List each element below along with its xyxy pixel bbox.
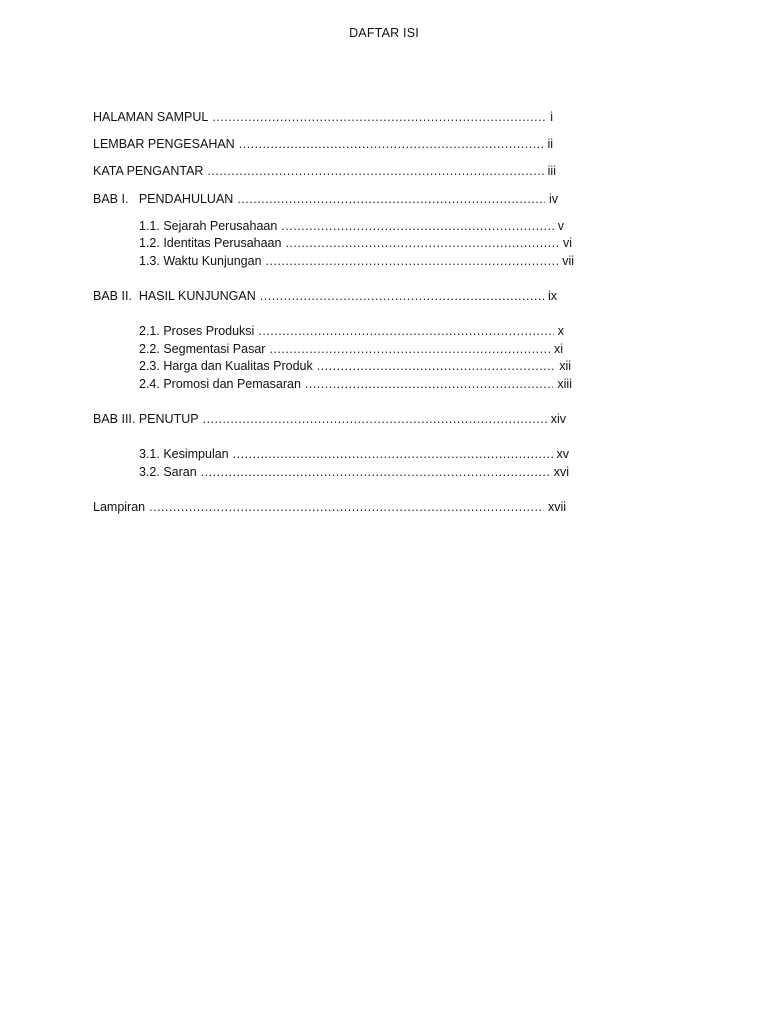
toc-entry-label: 3.2. Saran xyxy=(139,465,197,479)
dot-leader xyxy=(317,358,555,374)
toc-entry-label: 1.2. Identitas Perusahaan xyxy=(139,236,282,250)
dot-leader xyxy=(212,109,546,125)
toc-entry-label: BAB II. HASIL KUNJUNGAN xyxy=(93,289,256,303)
toc-entry-label: 1.1. Sejarah Perusahaan xyxy=(139,219,278,233)
dot-leader xyxy=(233,446,553,462)
toc-entry-label: 2.4. Promosi dan Pemasaran xyxy=(139,377,301,391)
dot-leader xyxy=(260,288,544,304)
toc-page-number: xii xyxy=(559,359,571,373)
toc-entry-bab-2 xyxy=(93,288,557,304)
toc-page-number: v xyxy=(557,219,564,233)
toc-entry-bab-3 xyxy=(93,411,566,427)
toc-page-number: i xyxy=(550,110,553,124)
toc-entry-label: BAB III. PENUTUP xyxy=(93,412,199,426)
toc-entry-lembar-pengesahan xyxy=(93,136,553,152)
toc-page-number: vi xyxy=(562,236,572,250)
toc-entry-3-1 xyxy=(139,446,569,462)
toc-entry-2-1 xyxy=(139,323,564,339)
toc-page-number: ix xyxy=(547,289,557,303)
toc-entry-lampiran xyxy=(93,499,566,515)
toc-entry-2-4 xyxy=(139,376,572,392)
dot-leader xyxy=(281,218,553,234)
toc-entry-1-2 xyxy=(139,235,572,251)
toc-entry-label: 2.3. Harga dan Kualitas Produk xyxy=(139,359,313,373)
toc-entry-kata-pengantar xyxy=(93,163,556,179)
toc-page-number: x xyxy=(557,324,564,338)
toc-entry-label: 1.3. Waktu Kunjungan xyxy=(139,254,262,268)
toc-entry-label: Lampiran xyxy=(93,500,146,514)
toc-entry-label: 3.1. Kesimpulan xyxy=(139,447,229,461)
dot-leader xyxy=(203,411,547,427)
dot-leader xyxy=(207,163,543,179)
toc-page-number: xvi xyxy=(553,465,569,479)
dot-leader xyxy=(237,191,545,207)
toc-page-number: iii xyxy=(547,164,556,178)
toc-page-number: xvii xyxy=(547,500,566,514)
toc-entry-2-2 xyxy=(139,341,563,357)
toc-page-number: xiii xyxy=(557,377,572,391)
toc-entry-1-1 xyxy=(139,218,564,234)
toc-entry-halaman-sampul xyxy=(93,109,553,125)
dot-leader xyxy=(266,253,559,269)
dot-leader xyxy=(269,341,550,357)
toc-entry-label: 2.2. Segmentasi Pasar xyxy=(139,342,266,356)
toc-entry-3-2 xyxy=(139,464,569,480)
dot-leader xyxy=(258,323,553,339)
toc-entry-1-3 xyxy=(139,253,574,269)
toc-page-number: iv xyxy=(548,192,558,206)
dot-leader xyxy=(149,499,544,515)
dot-leader xyxy=(285,235,559,251)
toc-entry-label: BAB I. PENDAHULUAN xyxy=(93,192,234,206)
dot-leader xyxy=(201,464,550,480)
toc-entry-label: KATA PENGANTAR xyxy=(93,164,204,178)
dot-leader xyxy=(305,376,554,392)
toc-page-number: xi xyxy=(553,342,563,356)
toc-entry-label: 2.1. Proses Produksi xyxy=(139,324,255,338)
toc-page-number: ii xyxy=(547,137,553,151)
toc-page-number: xv xyxy=(556,447,569,461)
toc-page-number: xiv xyxy=(550,412,566,426)
toc-entry-bab-1 xyxy=(93,191,558,207)
toc-page-number: vii xyxy=(562,254,574,268)
toc-entry-2-3 xyxy=(139,358,571,374)
page-title: DAFTAR ISI xyxy=(349,26,419,40)
toc-entry-label: HALAMAN SAMPUL xyxy=(93,110,209,124)
toc-entry-label: LEMBAR PENGESAHAN xyxy=(93,137,235,151)
dot-leader xyxy=(239,136,544,152)
